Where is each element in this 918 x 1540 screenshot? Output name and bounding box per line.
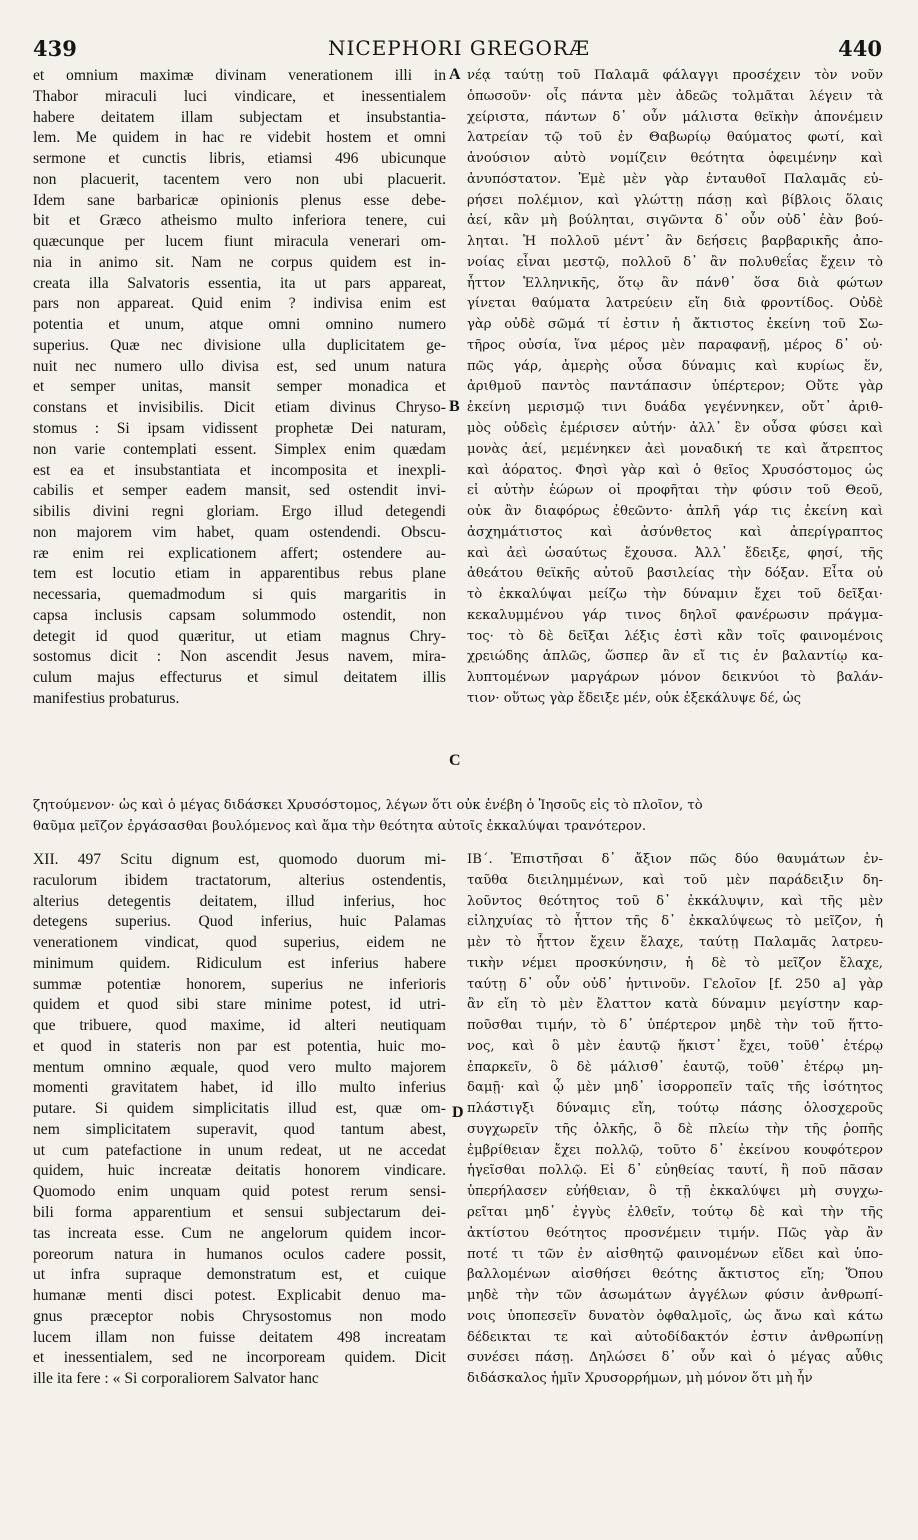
greek-column-top <box>467 66 883 710</box>
text-line: ποῦσθαι τιμήν, τὸ δ᾽ ὑπέρτερον μηδὲ τὴν τοῦ ἥττο- <box>467 1018 883 1034</box>
text-line: ρεῖται μηδ᾽ ἐγγὺς ἐλθεῖν, τούτῳ δὲ καὶ τὴν τῆς <box>467 1205 883 1221</box>
text-line: δέδεικται τε καὶ αὐτοδίδακτόν ἐστιν ἀνθρωπίνῃ <box>467 1329 883 1345</box>
text-line: tas increata esse. Cum ne angelorum quidem incor- <box>33 1224 446 1242</box>
text-line: ἧττον Ἑλληνικῆς, ὅτῳ ἂν πάνθ᾽ ὅσα διὰ φώτων <box>467 275 883 291</box>
text-line: ἀθεάτου θεϊκῆς αὐτοῦ βασιλείας τὴν δόξαν. Εἶτα οὐ <box>467 566 883 582</box>
text-line: habere deitatem illam subjectam et insubstantia- <box>33 108 446 126</box>
text-line: ΙΒ΄. Ἐπιστῆσαι δ᾽ ἄξιον πῶς δύο θαυμάτων ἐν- <box>467 852 883 867</box>
text-line: putare. Si quidem simplicitatis illud est, quæ om- <box>33 1100 446 1118</box>
text-line: pars non appareat. Quid enim ? indivisa enim est <box>33 295 446 313</box>
text-line: necessaria, quemadmodum si quis margaritis in <box>33 586 446 604</box>
margin-marker-a: A <box>449 66 461 83</box>
text-line: βαλλομένων αἰσθήσει θεότης ἄκτιστος εἴη; Ὅπου <box>467 1267 883 1283</box>
text-line: Idem sane barbaricæ opinionis plenus esse debe- <box>33 191 446 209</box>
text-line: bit et Græco atheismo multo inferiora tenere, cui <box>33 212 446 230</box>
text-line: cabilis et semper eadem mansit, sed ostendit invi- <box>33 482 446 500</box>
text-line: culum majus effecturus et simul deitatem illis <box>33 669 446 687</box>
text-line: τὸ ἐκκαλύψαι μείζω τὴν δύναμιν ἔχει τοῦ δεῖξαι· <box>467 587 883 603</box>
running-title: NICEPHORI GREGORÆ <box>328 36 590 60</box>
margin-marker-d: D <box>452 1104 464 1121</box>
text-line: et omnium maximæ divinam venerationem illi in <box>33 67 446 84</box>
text-line: alterius detegentis deitatem, illud inferius, hoc <box>33 892 446 910</box>
text-line: constans et invisibilis. Dicit etiam divinus Chryso- <box>33 399 446 417</box>
text-line: κεκαλυμμένου γάρ τινος δηλοῖ φανέρωσιν πράγμα- <box>467 607 883 623</box>
text-line: ἀριθμοῦ παντὸς παντάπασιν ὑπέρτερον; Οὔτε γὰρ <box>467 379 883 395</box>
text-line: creata illa Salvatoris essentia, ita ut pars appareat, <box>33 274 446 292</box>
text-line: lucem illam non fuisse deitatem 498 increatam <box>33 1328 446 1346</box>
text-line: δαμῇ· καὶ ᾧ μὲν μηδ᾽ ἰσορροπεῖν ταῖς τῆς ἰσότητος <box>467 1080 883 1096</box>
text-line: πλάστιγξι δύναμις εἴη, τούτῳ πάσης ὁλοσχεροῦς <box>467 1101 883 1117</box>
text-line: μὲν τὸ ἧττον ἔχειν ἔλαχε, ταύτῃ Παλαμᾶς λατρευ- <box>467 935 883 951</box>
text-line: sermone et cunctis libris, etiamsi 496 ubicunque <box>33 150 446 168</box>
greek-column-bottom <box>467 850 883 1390</box>
text-line: ἀκτίστου θεότητος προσνέμειν τιμήν. Πῶς γὰρ ἂν <box>467 1225 883 1241</box>
text-line: detegit id quod quæritur, ut etiam magnus Chry- <box>33 627 446 645</box>
text-line: χείριστα, πάντων δ᾽ οὖν μάλιστα θεϊκὴν ἀπονέμειν <box>467 109 883 125</box>
text-line: γὰρ οὐδὲ σῶμά τί ἐστιν ἡ ἄκτιστος ἐκείνη τοῦ Σω- <box>467 317 883 333</box>
text-line: nuit nec numero ullo divisa est, sed unum natura <box>33 357 446 375</box>
text-line: νος, καὶ ὃ μὲν ἑαυτῷ ἥκιστ᾽ ἔχει, τοῦθ᾽ ἑτέρῳ <box>467 1038 883 1054</box>
text-line: bili forma apparentium et sensui subjectarum dei- <box>33 1204 446 1222</box>
text-line: συγχωρεῖν τῆς ὁλκῆς, ὃ δὲ πλείω τὴν τῆς ῥοπῆς <box>467 1121 883 1137</box>
text-line: sibilis divini regni gloriam. Ergo illud detegendi <box>33 503 446 521</box>
text-line: detegens superius. Quod inferius, huic Palamas <box>33 913 446 931</box>
text-line: nia in animo sit. Nam ne corpus quidem est in- <box>33 253 446 271</box>
text-line: τιον· οὕτως γὰρ ἔδειξε μέν, οὐκ ἐξεκάλυψε δέ, ὡς <box>467 690 801 706</box>
text-line: est ea et insubstantiata et incomposita et inexpli- <box>33 461 446 479</box>
text-line: ρήσει πολέμιον, καὶ γλώττῃ πάσῃ καὶ βίβλοις ὅλαις <box>467 192 883 208</box>
text-line: potentia et unum, atque omni omnino numero <box>33 316 446 334</box>
text-line: tem est locutio etiam in apparentibus rebus plane <box>33 565 446 583</box>
text-line: Thabor miraculi luci vindicare, et inessentialem <box>33 87 446 105</box>
text-line: quæcunque per lucem fiunt miracula venerari om- <box>33 233 446 251</box>
text-line: λατρείαν τῷ τοῦ ἐν Θαβωρίῳ θαύματος φωτί, καὶ <box>467 130 883 146</box>
text-line: nem simplicitatem superavit, quod tantum abest, <box>33 1120 446 1138</box>
text-line: καὶ ἀεὶ ὡσαύτως ἔχουσα. Ἀλλ᾽ ἔδειξε, φησί, τῆς <box>467 545 883 561</box>
text-line: τικὴν νέμει προσκύνησιν, ἡ δὲ τὸ μεῖζον ἔλαχε, <box>467 955 883 971</box>
text-line: gnus præceptor nobis Chrysostomus non modo <box>33 1307 446 1325</box>
text-line: ἐπαρκεῖν, ὃ δὲ μάλισθ᾽ ἑαυτῷ, τοῦθ᾽ ἑτέρῳ μη- <box>467 1059 883 1075</box>
text-line: λοῦντος θεότητος τοῦ δ᾽ ἐκκάλυψιν, καὶ τῆς μὲν <box>467 893 883 909</box>
text-line: ποτέ τι τῶν ἐν αἰσθητῷ φαινομένων εἴδει καὶ ὑπο- <box>467 1246 883 1262</box>
latin-column-bottom <box>33 850 446 1390</box>
text-line: ἀνυπόστατον. Ἐμὲ μὲν γὰρ ἐνταυθοῖ Παλαμᾶς εὑ- <box>467 171 883 187</box>
text-line: non majorem vim habet, quam ostendendi. Obscu- <box>33 523 446 541</box>
text-line: poreorum natura in humanos oculos cadere possit, <box>33 1245 446 1263</box>
text-line: ἡγεῖσθαι πολλῷ. Εἰ δ᾽ εὐηθείας ταυτί, ἢ ποῦ πᾶσαν <box>467 1163 883 1179</box>
text-line: Quomodo enim unquam quid potest rerum sensi- <box>33 1183 446 1201</box>
text-line: νέᾳ ταύτῃ τοῦ Παλαμᾶ φάλαγγι προσέχειν τὸν νοῦν <box>467 68 883 83</box>
text-line: ille ita fere : « Si corporaliorem Salvator hanc <box>33 1370 319 1388</box>
text-line: ἐκείνη μερισμῷ τινι δυάδα γεγέννηκεν, οὔτ᾽ ἀριθ- <box>467 400 883 416</box>
text-line: ὑπερήλασεν εὐήθειαν, ὃ τῇ ἐκκαλύψει μὴ συγχω- <box>467 1184 883 1200</box>
text-line: θαῦμα μεῖζον ἐργάσασθαι βουλόμενος καὶ ἅμα τὴν θεότητα αὐτοῖς ἐκκαλύψαι τρανότερον. <box>33 818 647 834</box>
text-line: ut infra supraque demonstratum est, et cuique <box>33 1266 446 1284</box>
text-line: ἐμβρίθειαν ἔχει πολλῷ, τοῦτο δ᾽ ἐκείνου κουφότερον <box>467 1142 883 1158</box>
text-line: stomus : Si ipsam vidissent prophetæ Dei naturam, <box>33 420 446 438</box>
text-line: quidem et quod sibi stare minime potest, id utri- <box>33 996 446 1014</box>
text-line: mentum omnino æquale, quod vero multo majorem <box>33 1058 446 1076</box>
text-line: μονὰς ἀεί, μεμένηκεν ἀεὶ μοναδική τε καὶ ἄτρεπτος <box>467 441 883 457</box>
text-line: ἀσχημάτιστος καὶ ἀσύνθετος καὶ ἀπερίγραπτος <box>467 524 883 540</box>
text-line: εἰληχυίας τὸ ἧττον τῆς δ᾽ ἐκκαλύψεως τὸ μεῖζον, ἡ <box>467 914 883 930</box>
text-line: non varie contemplati essent. Simplex enim quædam <box>33 440 446 458</box>
latin-column-top <box>33 66 446 710</box>
text-line: summæ potentiæ honorem, superius ne inferioris <box>33 975 446 993</box>
text-line: ληται. Ἡ πολλοῦ μέντ᾽ ἂν δεήσεις βαρβαρικῆς ἀπο- <box>467 234 883 250</box>
text-line: ἂν εἴη τὸ μὲν ἔλαττον κατὰ δύναμιν μεγίστην καρ- <box>467 997 883 1013</box>
left-page-number: 439 <box>33 36 77 61</box>
text-line: ταῦθα διειλημμένων, καὶ τοῦ μὲν παράδειξιν δη- <box>467 872 883 888</box>
text-line: οὐκ ἂν διαφόρως ἐθεῶντο· ἁπλῆ γάρ τις ἐκείνη καὶ <box>467 504 883 520</box>
text-line: capsa inclusis capsam solummodo ostendit, non <box>33 606 446 624</box>
text-line: humanæ menti disci potest. Explicabit denuo ma- <box>33 1287 446 1305</box>
text-line: νοίας εἶναι μεστῷ, πολλοῦ δ᾽ ἂν πολυθεΐας ἔχειν τὸ <box>467 254 883 270</box>
text-line: et semper unitas, mansit semper monadica et <box>33 378 446 396</box>
text-line: que tribuere, quod maxime, id alteri neutiquam <box>33 1017 446 1035</box>
text-line: quidem, huic increatæ deitatis honorem vindicare. <box>33 1162 446 1180</box>
text-line: γίνεται θαύματα λατρεύειν εἴη διὰ φροντίδος. Οὐδὲ <box>467 296 883 312</box>
text-line: διδάσκαλος ἡμῖν Χρυσορρήμων, μὴ μόνον ὅτι μὴ ἦν <box>467 1371 813 1387</box>
text-line: πῶς γάρ, ἀμερὴς οὖσα δύναμις καὶ κυρίως ἕν, <box>467 358 883 374</box>
text-line: minimum quidem. Ridiculum est inferius habere <box>33 954 446 972</box>
text-line: μὸς οὐδεὶς ἐμέρισεν αὐτήν· ἀλλ᾽ ἓν οὖσα φύσει καὶ <box>467 421 883 437</box>
right-page-number: 440 <box>838 36 882 61</box>
text-line: ἀνούσιον αὐτὸ νομίζειν θεότητα ὀφειμένην καὶ <box>467 151 883 167</box>
text-line: ζητούμενον· ὡς καὶ ὁ μέγας διδάσκει Χρυσόστομος, λέγων ὅτι οὐκ ἐνέβη ὁ Ἰησοῦς εἰς τὸ πλοῖον, τὸ <box>33 798 703 813</box>
text-line: ræ enim rei explicationem affert; ostendere au- <box>33 544 446 562</box>
text-line: et inessentialem, sed ne incorpoream quidem. Dicit <box>33 1349 446 1367</box>
text-line: ἀεί, κἂν μὴ βούληται, σιγῶντα δ᾽ οὖν οὐδ᾽ ἐὰν βού- <box>467 213 883 229</box>
text-line: lem. Me quidem in hac re videbit hostem et omni <box>33 129 446 147</box>
margin-marker-b: B <box>449 398 460 415</box>
text-line: et quod in stateris non par est potentia, huic mo- <box>33 1037 446 1055</box>
text-line: νοις ὑποπεσεῖν δυνατὸν ὀφθαλμοῖς, ὡς ἄνω καὶ κάτω <box>467 1308 883 1324</box>
text-line: λυπτομένων μαργάρων μόνον δεικνύοι τὸ βαλάν- <box>467 670 883 686</box>
text-line: manifestius probaturus. <box>33 689 180 707</box>
text-line: καὶ ἀόρατος. Φησὶ γὰρ καὶ ὁ θεῖος Χρυσόστομος ὡς <box>467 462 883 478</box>
text-line: ut cum patefactione in unum redeat, ut ne accedat <box>33 1141 446 1159</box>
text-line: μηδὲ τὴν τῶν ἀσωμάτων ἀγγέλων φύσιν ἀνθρωπί- <box>467 1288 883 1304</box>
text-line: χρειώδης ἁπλῶς, ὥσπερ ἂν εἴ τις ἐν βαλαντίῳ κα- <box>467 649 883 665</box>
text-line: εἰ αὐτὴν ἑώρων οἱ προφῆται τὴν φύσιν τοῦ Θεοῦ, <box>467 483 883 499</box>
text-line: sostomus dicit : Non ascendit Jesus navem, mira- <box>33 648 446 666</box>
text-line: XII. 497 Scitu dignum est, quomodo duorum mi- <box>33 851 446 868</box>
text-line: non placuerit, tacentem vero non ubi placuerit. <box>33 170 446 188</box>
margin-marker-c: C <box>449 752 461 769</box>
text-line: ὁπωσοῦν· οἷς πάντα μὲν ἀδεῶς τολμᾶται λέγειν τὰ <box>467 88 883 104</box>
text-line: venerationem vindicat, quod superius, eidem ne <box>33 934 446 952</box>
text-line: συνέσει πάσῃ. Δηλώσει δ᾽ οὖν καὶ ὁ μέγας αὖθις <box>467 1350 883 1366</box>
text-line: raculorum ibidem tractatorum, alterius ostendentis, <box>33 871 446 889</box>
full-width-greek-lines <box>33 796 883 838</box>
text-line: τῆρος οὐσία, ἵνα μέρος μὲν παραφανῇ, μέρος δ᾽ οὐ· <box>467 337 883 353</box>
text-line: superius. Quæ nec divisione ulla duplicitatem ge- <box>33 336 446 354</box>
text-line: momenti gravitatem habet, id illo multo inferius <box>33 1079 446 1097</box>
text-line: τος· τὸ δὲ δεῖξαι λέξις ἐστὶ κἂν τοῖς φαινομένοις <box>467 628 883 644</box>
text-line: ταύτῃ δ᾽ οὖν οὐδ᾽ ἡντινοῦν. Γελοῖον [f. 250 a] γὰρ <box>467 976 883 992</box>
